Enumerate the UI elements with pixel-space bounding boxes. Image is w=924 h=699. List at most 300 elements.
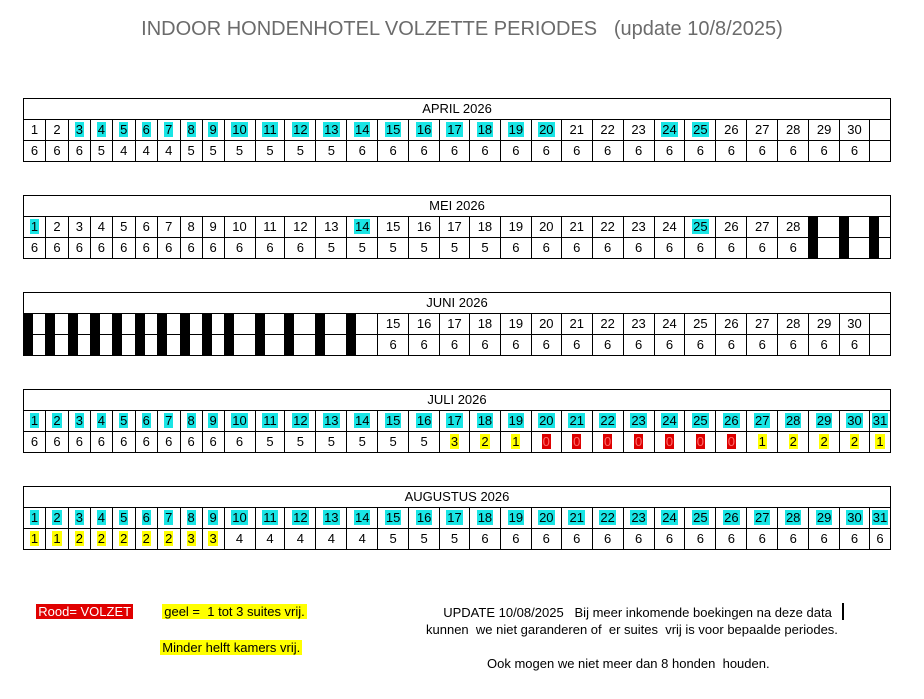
day-number: 21 xyxy=(569,413,584,428)
day-cell xyxy=(347,217,378,237)
free-suites-count: 6 xyxy=(696,240,705,255)
day-cell xyxy=(136,314,158,334)
day-number: 25 xyxy=(693,219,708,234)
day-cell xyxy=(285,314,316,334)
day-number: 9 xyxy=(209,219,217,234)
availability-cell xyxy=(256,141,286,161)
day-number: 28 xyxy=(785,122,801,137)
free-suites-count: 6 xyxy=(97,434,105,449)
availability-cell xyxy=(91,529,113,549)
availability-cell xyxy=(46,529,69,549)
day-cell xyxy=(532,314,562,334)
availability-cell xyxy=(46,141,69,161)
page-title: INDOOR HONDENHOTEL VOLZETTE PERIODES (update 10/8/2025) xyxy=(141,18,783,40)
day-cell xyxy=(716,411,747,431)
free-suites-count: 5 xyxy=(327,434,335,449)
free-suites-count: 5 xyxy=(358,434,366,449)
day-cell xyxy=(440,217,470,237)
availability-cell xyxy=(203,335,225,355)
day-cell xyxy=(378,508,409,528)
availability-cell xyxy=(136,141,158,161)
free-suites-count xyxy=(269,337,271,352)
free-suites-count: 5 xyxy=(209,143,217,158)
availability-cell xyxy=(593,432,624,452)
day-number: 23 xyxy=(631,413,646,428)
day-number: 16 xyxy=(416,122,432,137)
availability-cell xyxy=(225,141,256,161)
day-number: 15 xyxy=(385,413,401,428)
day-cell xyxy=(470,217,501,237)
day-row xyxy=(24,314,890,334)
legend-red-label: Rood= VOLZET xyxy=(38,604,132,619)
free-suites-count: 6 xyxy=(389,143,397,158)
availability-cell xyxy=(378,529,409,549)
availability-cell xyxy=(624,141,655,161)
availability-cell xyxy=(24,529,46,549)
day-cell xyxy=(256,411,286,431)
availability-cell xyxy=(501,238,532,258)
free-suites-count: 5 xyxy=(481,240,489,255)
day-cell xyxy=(747,120,778,140)
day-cell xyxy=(501,217,532,237)
day-cell xyxy=(256,314,286,334)
day-cell xyxy=(113,314,136,334)
month-mei xyxy=(23,195,891,259)
availability-cell xyxy=(624,335,655,355)
day-cell xyxy=(136,508,158,528)
day-number: 11 xyxy=(263,413,277,428)
day-number: 23 xyxy=(631,316,646,331)
day-row xyxy=(24,120,890,140)
day-cell xyxy=(113,508,136,528)
free-suites-count xyxy=(78,337,80,352)
day-number: 13 xyxy=(324,413,339,428)
day-number: 22 xyxy=(600,413,615,428)
free-suites-count: 6 xyxy=(512,531,520,546)
legend-yellow xyxy=(155,585,307,621)
free-suites-count: 0 xyxy=(542,434,550,449)
free-suites-count: 2 xyxy=(820,434,828,449)
availability-cell xyxy=(685,529,716,549)
day-number: 26 xyxy=(724,316,739,331)
day-number: 29 xyxy=(816,413,832,428)
month-juni xyxy=(23,292,891,356)
free-suites-count xyxy=(823,240,825,255)
free-suites-count: 6 xyxy=(634,337,643,352)
free-suites-count: 2 xyxy=(481,434,489,449)
day-number: 6 xyxy=(142,122,150,137)
free-suites-count: 6 xyxy=(665,531,674,546)
day-cell xyxy=(225,120,256,140)
day-number: 12 xyxy=(293,413,308,428)
day-number: 14 xyxy=(355,219,370,234)
availability-cell xyxy=(470,529,501,549)
day-number: 1 xyxy=(30,122,39,137)
day-number: 17 xyxy=(447,316,462,331)
availability-row xyxy=(24,528,890,549)
day-cell xyxy=(470,314,501,334)
day-number: 17 xyxy=(447,510,462,525)
availability-cell xyxy=(747,238,778,258)
availability-cell xyxy=(69,335,91,355)
free-suites-count: 6 xyxy=(573,531,581,546)
day-number: 28 xyxy=(785,219,801,234)
day-number: 6 xyxy=(142,413,150,428)
availability-cell xyxy=(655,141,686,161)
availability-cell xyxy=(840,432,870,452)
day-number xyxy=(145,316,147,331)
legend-yellow-label: geel = 1 tot 3 suites vrij. xyxy=(164,604,305,619)
day-cell xyxy=(91,508,113,528)
day-number: 27 xyxy=(755,219,770,234)
free-suites-count: 6 xyxy=(542,531,550,546)
day-cell xyxy=(46,120,69,140)
day-row xyxy=(24,217,890,237)
day-number: 7 xyxy=(165,219,173,234)
day-cell xyxy=(685,508,716,528)
availability-cell xyxy=(203,238,225,258)
availability-cell xyxy=(716,529,747,549)
day-cell xyxy=(46,217,69,237)
free-suites-count: 6 xyxy=(573,143,581,158)
free-suites-count: 2 xyxy=(165,531,173,546)
free-suites-count xyxy=(168,337,170,352)
day-cell xyxy=(285,120,316,140)
day-cell xyxy=(870,411,890,431)
day-cell xyxy=(470,508,501,528)
free-suites-count: 1 xyxy=(876,434,884,449)
free-suites-count: 6 xyxy=(850,531,859,546)
day-cell xyxy=(532,120,562,140)
availability-cell xyxy=(809,238,840,258)
availability-cell xyxy=(593,335,624,355)
legend-red xyxy=(29,585,133,621)
day-number: 2 xyxy=(53,510,61,525)
availability-cell xyxy=(716,432,747,452)
day-cell xyxy=(181,411,203,431)
day-number: 3 xyxy=(75,510,83,525)
day-number: 8 xyxy=(187,510,195,525)
free-suites-count: 4 xyxy=(266,531,274,546)
day-number: 22 xyxy=(600,219,615,234)
day-cell xyxy=(409,120,440,140)
availability-cell xyxy=(285,141,316,161)
day-number: 14 xyxy=(355,122,370,137)
day-number xyxy=(100,316,102,331)
day-number: 25 xyxy=(693,122,708,137)
free-suites-count: 5 xyxy=(327,143,335,158)
availability-cell xyxy=(655,432,686,452)
day-number: 27 xyxy=(755,316,770,331)
day-cell xyxy=(347,508,378,528)
free-suites-count: 6 xyxy=(53,143,61,158)
availability-row xyxy=(24,334,890,355)
availability-cell xyxy=(685,432,716,452)
availability-cell xyxy=(225,432,256,452)
day-cell xyxy=(655,314,686,334)
availability-cell xyxy=(378,432,409,452)
availability-cell xyxy=(532,529,562,549)
free-suites-count: 6 xyxy=(358,143,366,158)
free-suites-count: 1 xyxy=(758,434,766,449)
free-suites-count: 5 xyxy=(296,143,305,158)
day-number: 25 xyxy=(693,510,708,525)
availability-cell xyxy=(870,141,890,161)
availability-cell xyxy=(593,238,624,258)
availability-cell xyxy=(256,432,286,452)
day-number: 20 xyxy=(539,316,554,331)
free-suites-count: 6 xyxy=(420,337,428,352)
availability-cell xyxy=(809,335,840,355)
availability-cell xyxy=(113,529,136,549)
free-suites-count: 4 xyxy=(165,143,173,158)
day-cell xyxy=(285,508,316,528)
day-number: 20 xyxy=(539,413,554,428)
day-number: 16 xyxy=(416,219,432,234)
day-cell xyxy=(113,411,136,431)
availability-cell xyxy=(316,529,347,549)
day-cell xyxy=(593,508,624,528)
availability-cell xyxy=(685,335,716,355)
availability-cell xyxy=(69,432,91,452)
free-suites-count: 6 xyxy=(30,434,39,449)
availability-cell xyxy=(440,238,470,258)
day-number xyxy=(879,316,881,331)
availability-cell xyxy=(716,238,747,258)
availability-cell xyxy=(24,238,46,258)
day-cell xyxy=(24,508,46,528)
day-number: 30 xyxy=(847,122,862,137)
month-title: MEI 2026 xyxy=(24,196,890,217)
day-number xyxy=(168,316,170,331)
day-number: 16 xyxy=(416,413,432,428)
day-cell xyxy=(562,314,593,334)
availability-cell xyxy=(562,141,593,161)
day-cell xyxy=(655,120,686,140)
availability-cell xyxy=(409,141,440,161)
day-number xyxy=(33,316,35,331)
day-cell xyxy=(809,411,840,431)
day-cell xyxy=(501,411,532,431)
free-suites-count xyxy=(879,337,881,352)
free-suites-count: 6 xyxy=(481,337,489,352)
free-suites-count: 6 xyxy=(53,434,61,449)
day-cell xyxy=(69,411,91,431)
day-cell xyxy=(91,217,113,237)
free-suites-count: 5 xyxy=(187,143,195,158)
availability-cell xyxy=(113,141,136,161)
day-cell xyxy=(316,217,347,237)
free-suites-count: 6 xyxy=(573,337,581,352)
availability-cell xyxy=(158,238,181,258)
day-cell xyxy=(69,217,91,237)
free-suites-count: 5 xyxy=(296,434,305,449)
free-suites-count: 6 xyxy=(758,337,766,352)
day-number xyxy=(239,316,241,331)
day-cell xyxy=(24,411,46,431)
day-cell xyxy=(840,314,870,334)
availability-cell xyxy=(113,238,136,258)
free-suites-count: 5 xyxy=(420,531,428,546)
free-suites-count xyxy=(361,337,363,352)
text-cursor xyxy=(842,603,844,620)
day-cell xyxy=(747,508,778,528)
day-cell xyxy=(378,120,409,140)
free-suites-count: 5 xyxy=(450,531,459,546)
day-number: 28 xyxy=(785,316,801,331)
availability-cell xyxy=(46,335,69,355)
day-number: 19 xyxy=(508,316,524,331)
free-suites-count: 6 xyxy=(542,240,550,255)
availability-cell xyxy=(113,432,136,452)
day-number: 5 xyxy=(120,510,128,525)
availability-cell xyxy=(256,335,286,355)
day-number: 4 xyxy=(97,219,105,234)
day-cell xyxy=(562,411,593,431)
day-cell xyxy=(285,411,316,431)
day-cell xyxy=(870,314,890,334)
availability-cell xyxy=(378,238,409,258)
day-number: 19 xyxy=(508,413,524,428)
day-cell xyxy=(716,508,747,528)
free-suites-count: 2 xyxy=(75,531,83,546)
free-suites-count: 6 xyxy=(758,531,766,546)
day-cell xyxy=(562,217,593,237)
free-suites-count: 6 xyxy=(389,337,397,352)
free-suites-count xyxy=(190,337,192,352)
availability-cell xyxy=(870,238,890,258)
free-suites-count: 4 xyxy=(142,143,150,158)
free-suites-count: 5 xyxy=(389,434,397,449)
availability-cell xyxy=(285,335,316,355)
day-cell xyxy=(378,217,409,237)
availability-cell xyxy=(69,238,91,258)
day-number xyxy=(78,316,80,331)
day-cell xyxy=(470,411,501,431)
day-number: 8 xyxy=(187,413,195,428)
availability-cell xyxy=(440,529,470,549)
availability-cell xyxy=(593,141,624,161)
free-suites-count: 2 xyxy=(850,434,859,449)
day-cell xyxy=(256,120,286,140)
day-number xyxy=(56,316,58,331)
availability-cell xyxy=(778,529,809,549)
day-number: 9 xyxy=(209,122,217,137)
day-number: 13 xyxy=(324,122,339,137)
availability-cell xyxy=(562,529,593,549)
availability-cell xyxy=(409,238,440,258)
day-number: 10 xyxy=(232,122,247,137)
availability-cell xyxy=(378,141,409,161)
free-suites-count: 6 xyxy=(820,143,828,158)
day-number: 19 xyxy=(508,122,524,137)
availability-cell xyxy=(203,432,225,452)
availability-cell xyxy=(501,529,532,549)
day-number: 16 xyxy=(416,510,432,525)
day-number: 24 xyxy=(662,510,677,525)
day-cell xyxy=(470,120,501,140)
free-suites-count: 6 xyxy=(512,337,520,352)
availability-cell xyxy=(840,141,870,161)
availability-cell xyxy=(532,335,562,355)
availability-cell xyxy=(655,529,686,549)
note-line-3: Ook mogen we niet meer dan 8 honden houden. xyxy=(487,656,770,671)
availability-cell xyxy=(409,529,440,549)
free-suites-count: 5 xyxy=(420,434,428,449)
free-suites-count: 5 xyxy=(266,143,274,158)
day-cell xyxy=(778,411,809,431)
availability-cell xyxy=(158,432,181,452)
availability-cell xyxy=(501,141,532,161)
free-suites-count: 5 xyxy=(266,434,274,449)
day-cell xyxy=(158,314,181,334)
day-number: 28 xyxy=(785,510,801,525)
day-cell xyxy=(778,217,809,237)
free-suites-count: 5 xyxy=(389,240,397,255)
free-suites-count xyxy=(330,337,332,352)
free-suites-count: 6 xyxy=(820,337,828,352)
day-cell xyxy=(316,314,347,334)
day-cell xyxy=(532,411,562,431)
day-cell xyxy=(46,411,69,431)
day-number: 26 xyxy=(724,413,739,428)
free-suites-count: 6 xyxy=(634,143,643,158)
day-number: 27 xyxy=(755,510,770,525)
free-suites-count: 6 xyxy=(665,143,674,158)
free-suites-count: 4 xyxy=(296,531,305,546)
availability-cell xyxy=(347,335,378,355)
availability-cell xyxy=(256,238,286,258)
day-number: 15 xyxy=(385,510,401,525)
day-number: 5 xyxy=(120,219,128,234)
availability-cell xyxy=(532,238,562,258)
day-cell xyxy=(655,411,686,431)
day-number: 24 xyxy=(662,122,677,137)
day-cell xyxy=(181,508,203,528)
availability-cell xyxy=(778,238,809,258)
availability-cell xyxy=(316,141,347,161)
free-suites-count: 1 xyxy=(30,531,39,546)
day-cell xyxy=(840,508,870,528)
day-number: 13 xyxy=(324,510,339,525)
day-number: 27 xyxy=(755,413,770,428)
free-suites-count: 6 xyxy=(758,240,766,255)
free-suites-count: 6 xyxy=(187,240,195,255)
day-cell xyxy=(91,314,113,334)
day-cell xyxy=(747,217,778,237)
day-number: 26 xyxy=(724,122,739,137)
availability-cell xyxy=(347,141,378,161)
free-suites-count xyxy=(854,240,856,255)
availability-cell xyxy=(181,335,203,355)
free-suites-count: 6 xyxy=(235,240,244,255)
free-suites-count: 6 xyxy=(604,337,612,352)
free-suites-count: 2 xyxy=(97,531,105,546)
availability-cell xyxy=(158,141,181,161)
free-suites-count: 6 xyxy=(235,434,244,449)
day-number: 1 xyxy=(30,413,39,428)
day-number: 8 xyxy=(187,122,195,137)
free-suites-count: 2 xyxy=(120,531,128,546)
free-suites-count xyxy=(145,337,147,352)
day-number: 25 xyxy=(693,413,708,428)
availability-cell xyxy=(655,335,686,355)
day-cell xyxy=(778,314,809,334)
day-row xyxy=(24,508,890,528)
free-suites-count: 6 xyxy=(604,143,612,158)
month-title: JUNI 2026 xyxy=(24,293,890,314)
day-cell xyxy=(316,120,347,140)
